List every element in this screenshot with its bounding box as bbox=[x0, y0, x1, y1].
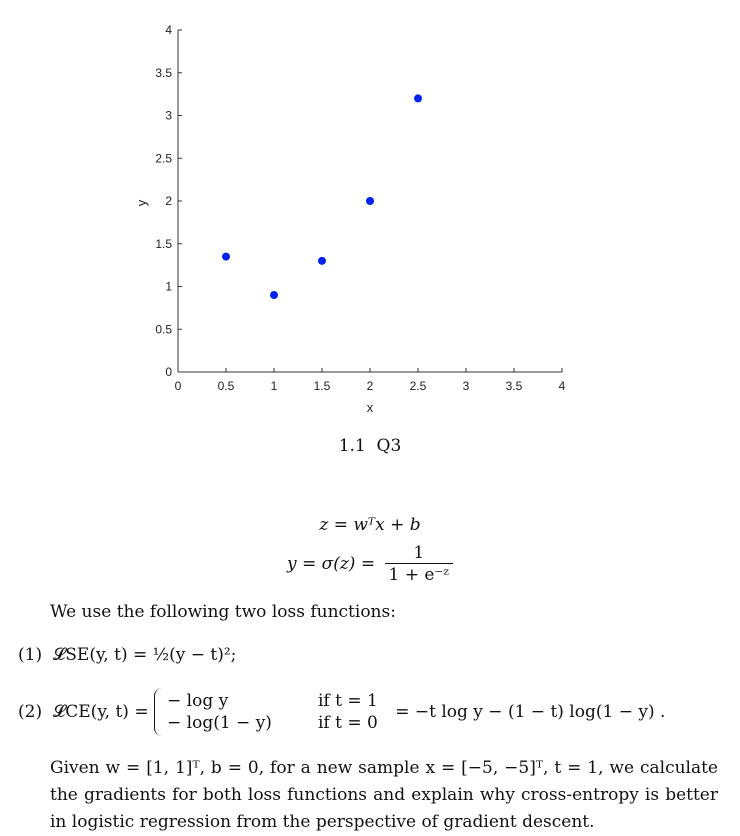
equation-z bbox=[0, 515, 740, 535]
data-point bbox=[318, 257, 326, 265]
data-point bbox=[222, 253, 230, 261]
y-tick-label: 4 bbox=[165, 23, 172, 37]
loss-ce-label: (2) bbox=[18, 702, 43, 722]
equation-sigmoid bbox=[0, 543, 740, 586]
sigmoid-numerator: 1 bbox=[385, 543, 454, 564]
case1-expression: − log y bbox=[167, 691, 229, 711]
y-tick-label: 3.5 bbox=[155, 65, 172, 80]
equation-sigmoid-lhs: y = σ(z) = bbox=[286, 554, 376, 574]
section-heading bbox=[0, 436, 740, 456]
case2-expression: − log(1 − y) bbox=[167, 713, 272, 733]
x-axis-label: x bbox=[366, 400, 374, 415]
data-point bbox=[270, 291, 278, 299]
y-tick-label: 2 bbox=[165, 194, 172, 208]
x-tick-label: 1 bbox=[270, 379, 278, 393]
x-tick-label: 2 bbox=[366, 379, 374, 393]
case2-condition: if t = 0 bbox=[317, 713, 378, 733]
sigmoid-fraction bbox=[385, 543, 454, 586]
loss-se-label: (1) bbox=[18, 645, 43, 665]
x-tick-label: 3.5 bbox=[505, 379, 523, 393]
equation-z-text: z = wᵀx + b bbox=[319, 515, 421, 535]
y-tick-label: 2.5 bbox=[155, 151, 172, 166]
loss-ce bbox=[18, 688, 665, 736]
x-tick-label: 1.5 bbox=[313, 379, 331, 393]
x-tick-label: 3 bbox=[462, 379, 470, 393]
question-text: Given w = [1, 1]ᵀ, b = 0, for a new sample x = [−5, −5]ᵀ, t = 1, we calculate the gradients for both loss functions and explain why cross-entropy is better in logistic regression from the perspective of gradient descent. bbox=[50, 758, 718, 832]
loss-ce-lhs: 𝓛CE(y, t) = bbox=[52, 702, 149, 722]
x-tick-label: 0.5 bbox=[217, 379, 235, 393]
case1-condition: if t = 1 bbox=[317, 691, 378, 711]
y-tick-label: 3 bbox=[165, 108, 172, 123]
y-axis-label: y bbox=[134, 199, 149, 207]
x-tick-label: 2.5 bbox=[409, 379, 427, 393]
loss-se-formula: 𝓛SE(y, t) = ½(y − t)²; bbox=[52, 645, 237, 665]
loss-se bbox=[18, 645, 236, 665]
y-tick-label: 1 bbox=[165, 279, 172, 294]
loss-ce-rhs: = −t log y − (1 − t) log(1 − y) . bbox=[395, 702, 666, 722]
y-tick-label: 1.5 bbox=[155, 236, 172, 251]
data-point bbox=[414, 94, 422, 102]
section-title: Q3 bbox=[376, 436, 402, 456]
x-tick-label: 0 bbox=[174, 379, 182, 393]
intro-text: We use the following two loss functions: bbox=[50, 602, 396, 622]
y-tick-label: 0.5 bbox=[155, 322, 172, 337]
chart-points bbox=[222, 94, 422, 299]
section-number: 1.1 bbox=[338, 436, 366, 456]
data-point bbox=[366, 197, 374, 205]
x-tick-label: 4 bbox=[558, 379, 566, 393]
sigmoid-denominator: 1 + e⁻ᶻ bbox=[388, 565, 450, 585]
chart-ticks bbox=[155, 23, 565, 393]
loss-ce-cases bbox=[154, 688, 390, 736]
y-tick-label: 0 bbox=[165, 365, 172, 379]
